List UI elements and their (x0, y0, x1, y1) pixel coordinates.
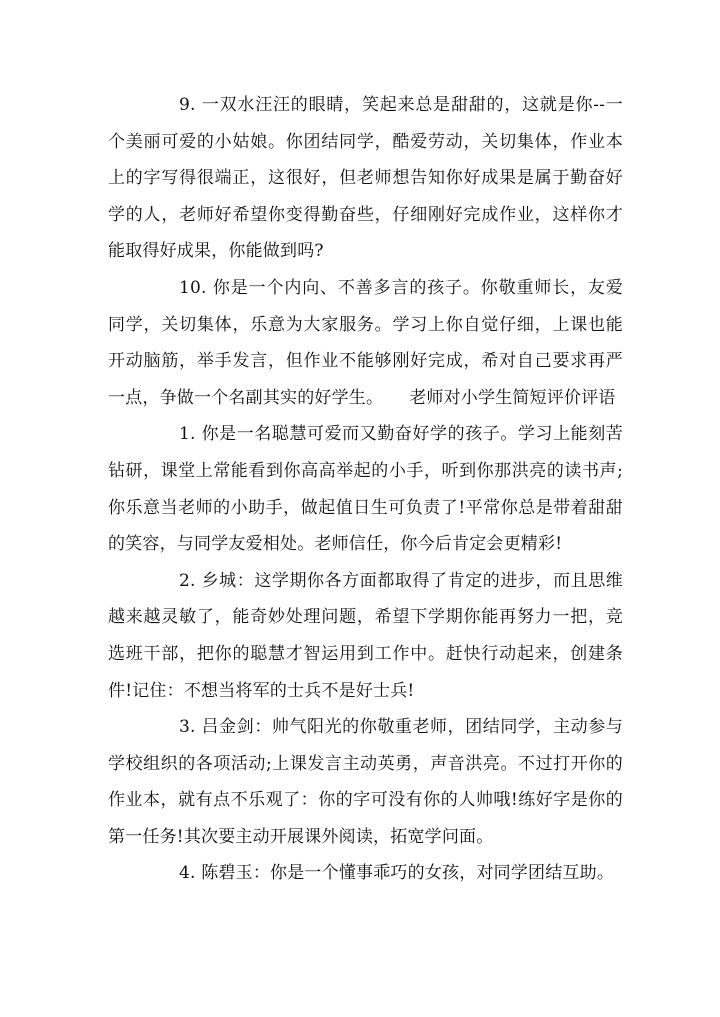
paragraph-1-text: 1. 你是一名聪慧可爱而又勤奋好学的孩子。学习上能刻苦钻研，课堂上常能看到你高高举起的小手，听到你那洪亮的读书声;你乐意当老师的小助手，做起值日生可负责了!平常你总是带着甜甜的笑容，与同学友爱相处。老师信任，你今后肯定会更精彩! (108, 424, 623, 555)
paragraph-2 (108, 563, 623, 709)
paragraph-2-text: 2. 乡城：这学期你各方面都取得了肯定的进步，而且思维越来越灵敏了，能奇妙处理问题，希望下学期你能再努力一把，竞选班干部，把你的聪慧才智运用到工作中。赶快行动起来，创建条件!记住：不想当将军的士兵不是好士兵! (108, 570, 623, 701)
document-body (108, 87, 623, 892)
paragraph-4 (108, 855, 623, 892)
paragraph-4-text: 4. 陈碧玉：你是一个懂事乖巧的女孩，对同学团结互助。 (179, 863, 615, 884)
paragraph-1 (108, 416, 623, 562)
paragraph-9-text: 9. 一双水汪汪的眼睛，笑起来总是甜甜的，这就是你--一个美丽可爱的小姑娘。你团结同学，酷爱劳动，关切集体，作业本上的字写得很端正，这很好，但老师想告知你好成果是属于勤奋好学的人，老师好希望你变得勤奋些，仔细刚好完成作业，这样你才能取得好成果，你能做到吗? (108, 95, 623, 262)
paragraph-3-text: 3. 吕金剑：帅气阳光的你敬重老师，团结同学，主动参与学校组织的各项活动;上课发言主动英勇，声音洪亮。不过打开你的作业本，就有点不乐观了：你的字可没有你的人帅哦!练好字是你的第一任务!其次要主动开展课外阅读，拓宽学问面。 (108, 717, 623, 847)
paragraph-10-text: 10. 你是一个内向、不善多言的孩子。你敬重师长，友爱同学，关切集体，乐意为大家服务。学习上你自觉仔细，上课也能开动脑筋，举手发言，但作业不能够刚好完成，希对自己要求再严一点，争做一个名副其实的好学生。 (108, 277, 623, 408)
paragraph-3 (108, 709, 623, 855)
section-title: 老师对小学生简短评价评语 (409, 387, 616, 408)
paragraph-9 (108, 87, 623, 270)
paragraph-10 (108, 270, 623, 416)
